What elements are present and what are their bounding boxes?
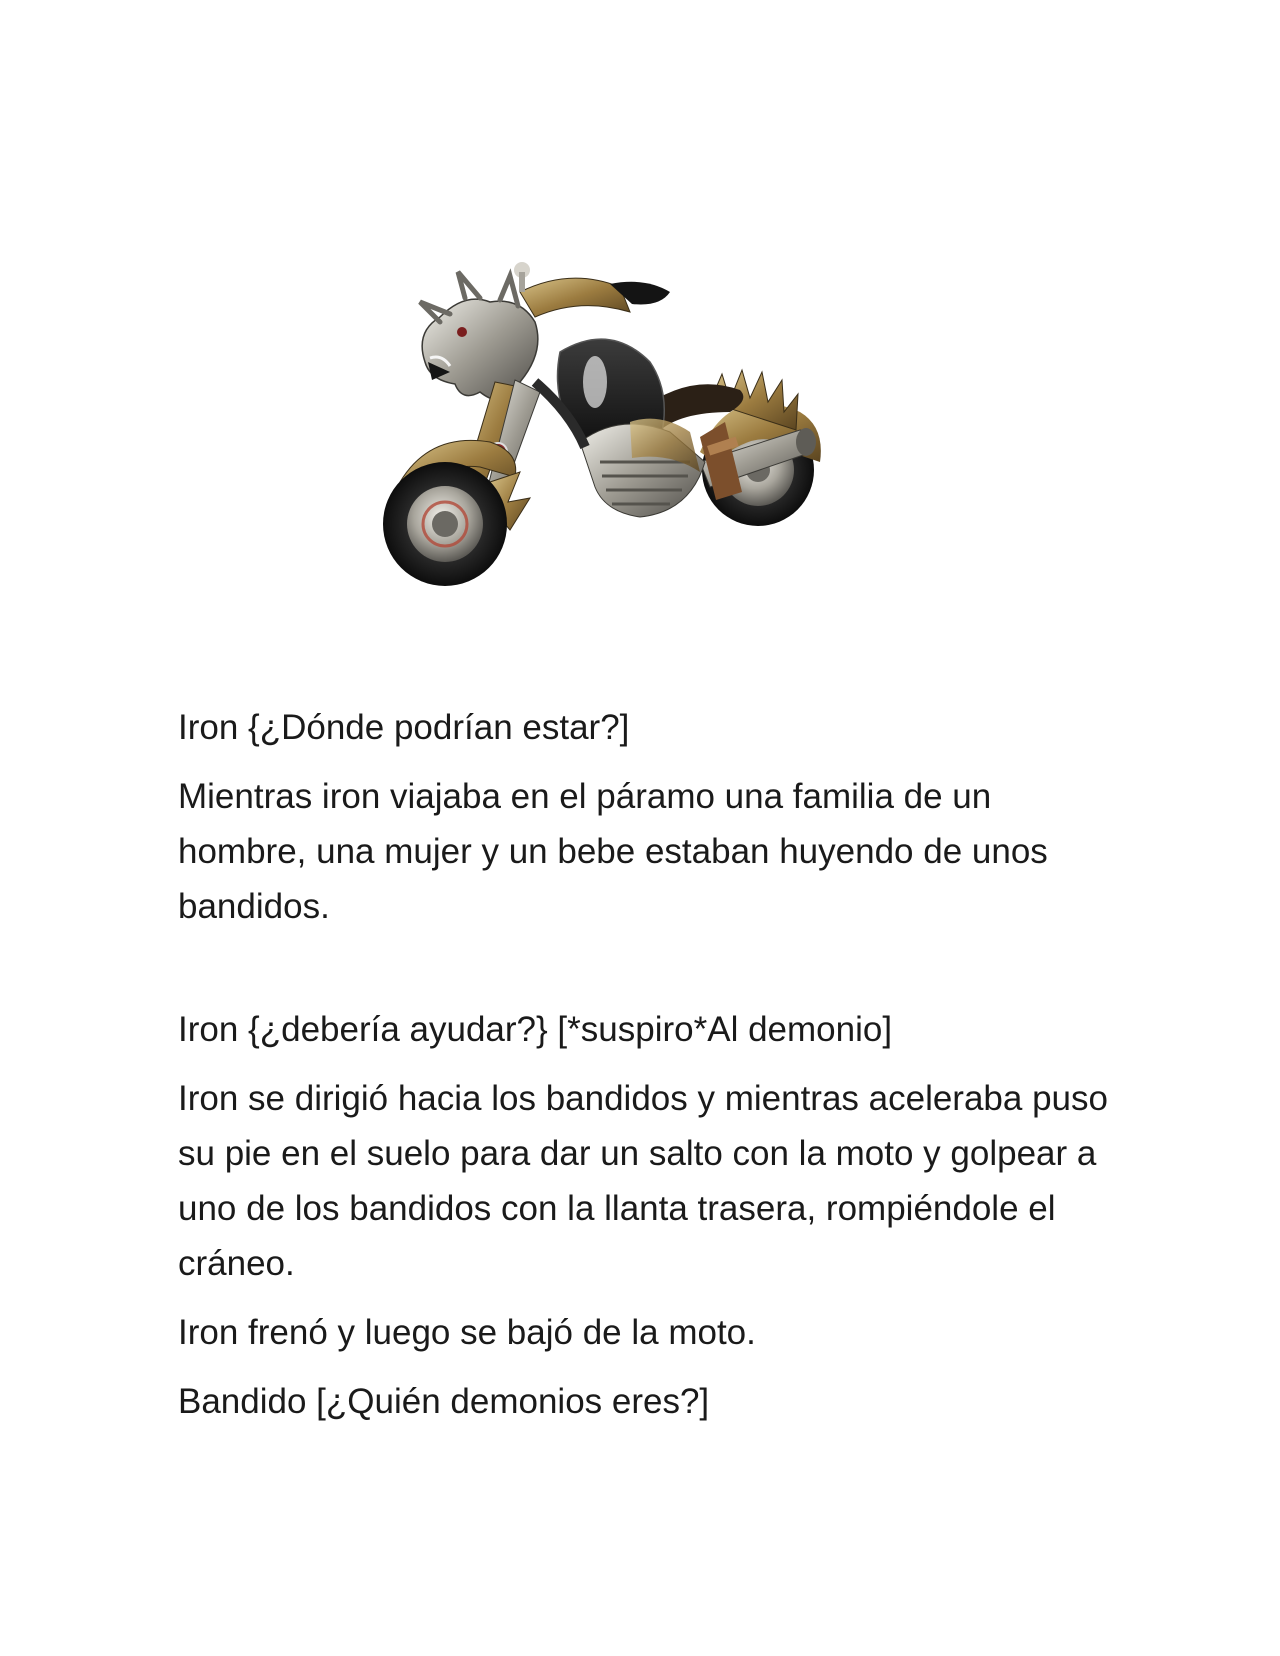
narration-paragraph: Iron se dirigió hacia los bandidos y mientras aceleraba puso su pie en el suelo para dar un salto con la moto y golpear a uno de los bandidos con la llanta trasera, rompiéndole el cráneo.	[178, 1079, 1108, 1283]
narration-paragraph: Iron frenó y luego se bajó de la moto.	[178, 1313, 756, 1352]
dialogue-line: Bandido [¿Quién demonios eres?]	[178, 1382, 710, 1421]
dialogue-line: Iron {¿Dónde podrían estar?]	[178, 708, 630, 747]
story-text	[178, 700, 1108, 1443]
dialogue-line: Iron {¿debería ayudar?} [*suspiro*Al demonio]	[178, 1010, 893, 1049]
narration-paragraph: Mientras iron viajaba en el páramo una familia de un hombre, una mujer y un bebe estaban huyendo de unos bandidos.	[178, 777, 1048, 926]
dragon-motorcycle-icon	[370, 262, 860, 622]
